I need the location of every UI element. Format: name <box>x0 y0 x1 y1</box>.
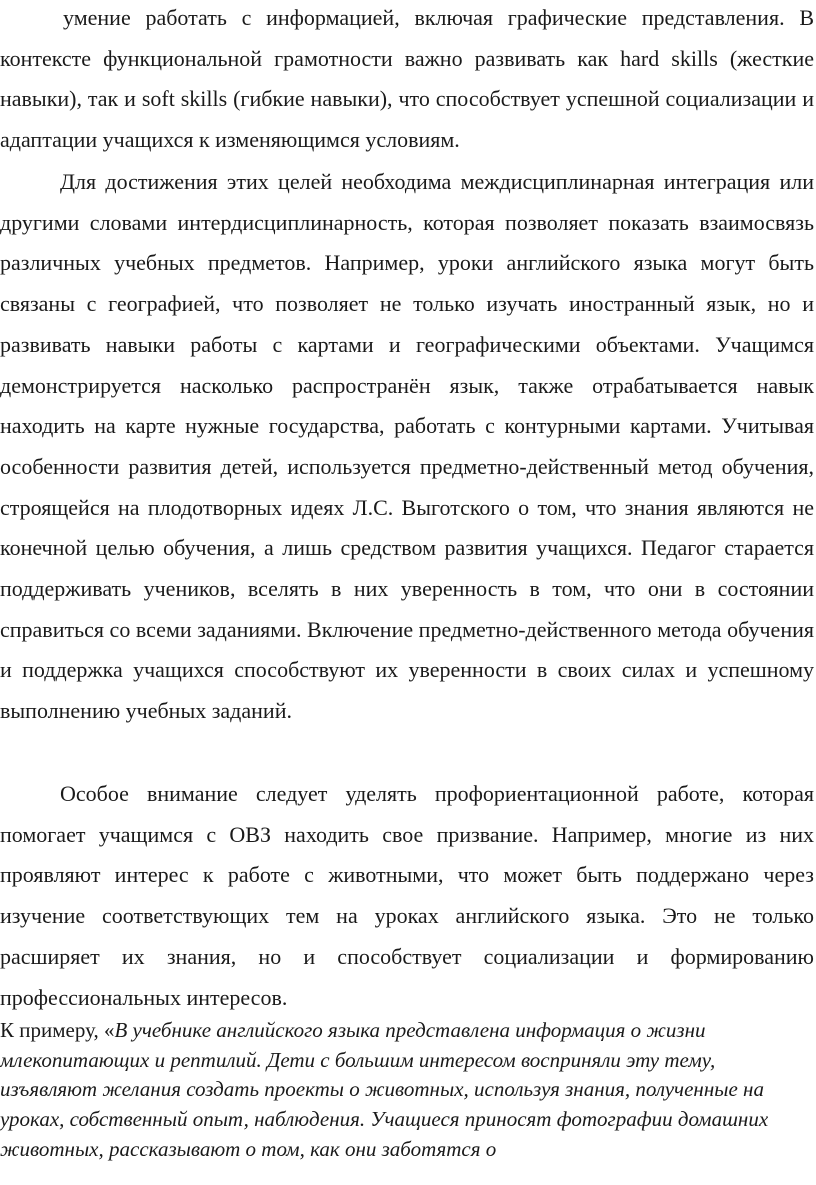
paragraph-2-text: Для достижения этих целей необходима междисциплинарная интеграция или другими словами интердисциплинарность, которая позволяет показать взаимосвязь различных учебных предметов. Например, уроки английского языка могут быть связаны с географией, что позволяет не только изучать иностранный язык, но и развивать навыки работы с картами и географическими объектами. Учащимся демонстрируется насколько распространён язык, также отрабатывается навык находить на карте нужные государства, работать с контурными картами. Учитывая особенности развития детей, используется предметно-действенный метод обучения, строящейся на плодотворных идеях Л.С. Выготского о том, что знания являются не конечной целью обучения, а лишь средством развития учащихся. Педагог старается поддерживать учеников, вселять в них уверенность в том, что они в состоянии справиться со всеми заданиями. Включение предметно-действенного метода обучения и поддержка учащихся способствуют их уверенности в своих силах и успешному выполнению учебных заданий. <box>0 169 814 724</box>
paragraph-3 <box>0 774 814 1018</box>
quote-italic-text: В учебнике английского языка представлена информация о жизни млекопитающих и рептилий. Дети с большим интересом восприняли эту тему, изъявляют желания создать проекты о животных, используя знания, полученные на уроках, собственный опыт, наблюдения. Учащиеся приносят фотографии домашних животных, рассказывают о том, как они заботятся о <box>0 1018 769 1161</box>
quote-lead: К примеру, « <box>0 1018 115 1042</box>
paragraph-2 <box>0 162 814 732</box>
paragraph-1 <box>0 0 814 161</box>
paragraph-3-text: Особое внимание следует уделять профориентационной работе, которая помогает учащимся с ОВЗ находить свое призвание. Например, многие из них проявляют интерес к работе с животными, что может быть поддержано через изучение соответствующих тем на уроках английского языка. Это не только расширяет их знания, но и способствует социализации и формированию профессиональных интересов. <box>0 781 814 1010</box>
quote-paragraph <box>0 1016 814 1165</box>
paragraph-1-text: умение работать с информацией, включая графические представления. В контексте функциональной грамотности важно развивать как hard skills (жесткие навыки), так и soft skills (гибкие навыки), что способствует успешной социализации и адаптации учащихся к изменяющимся условиям. <box>0 5 814 153</box>
